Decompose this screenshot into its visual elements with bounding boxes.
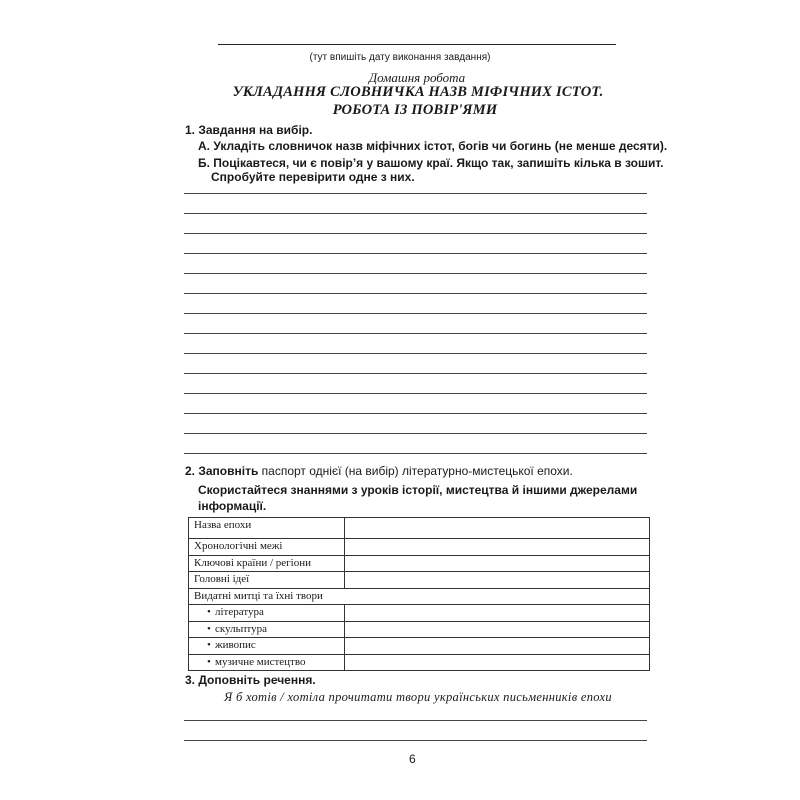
- page-number: 6: [409, 752, 416, 766]
- task3-heading: 3. Доповніть речення.: [185, 673, 316, 687]
- bullet-icon: •: [207, 606, 211, 618]
- row-label: Хронологічні межі: [189, 539, 345, 556]
- row-label: Головні ідеї: [189, 572, 345, 589]
- answer-cell[interactable]: [345, 572, 650, 589]
- sub-row-label: • література: [189, 605, 345, 622]
- answer-line[interactable]: [184, 453, 647, 454]
- task1-option-a: А. Укладіть словничок назв міфічних істот, богів чи богинь (не менше десяти).: [198, 139, 668, 153]
- task1-heading: 1. Завдання на вибір.: [185, 123, 313, 137]
- answer-cell[interactable]: [345, 638, 650, 655]
- sub-row-label: • скульптура: [189, 621, 345, 638]
- table-row: [189, 621, 650, 638]
- answer-line[interactable]: [184, 193, 647, 194]
- answer-line[interactable]: [184, 373, 647, 374]
- answer-line[interactable]: [184, 413, 647, 414]
- task2-instruction-line2: інформації.: [198, 499, 267, 513]
- epoch-passport-table: [188, 517, 650, 671]
- row-label: Ключові країни / регіони: [189, 555, 345, 572]
- sub-row-label: • живопис: [189, 638, 345, 655]
- answer-line[interactable]: [184, 720, 647, 721]
- answer-line[interactable]: [184, 273, 647, 274]
- table-row: [189, 518, 650, 539]
- bullet-icon: •: [207, 655, 211, 668]
- row-label: Назва епохи: [189, 518, 345, 539]
- answer-line[interactable]: [184, 433, 647, 434]
- table-row: [189, 654, 650, 671]
- task2-heading: 2. Заповніть паспорт однієї (на вибір) літературно-мистецької епохи.: [185, 464, 573, 478]
- date-entry-line[interactable]: [218, 44, 616, 45]
- table-row: [189, 638, 650, 655]
- task3-sentence: Я б хотів / хотіла прочитати твори українських письменників епохи: [224, 690, 612, 704]
- answer-line[interactable]: [184, 353, 647, 354]
- answer-cell[interactable]: [345, 518, 650, 539]
- answer-line[interactable]: [184, 253, 647, 254]
- task2-instruction-line1: Скористайтеся знаннями з уроків історії, мистецтва й іншими джерелами: [198, 483, 638, 497]
- bullet-icon: •: [207, 639, 211, 651]
- answer-cell[interactable]: [345, 555, 650, 572]
- answer-line[interactable]: [184, 233, 647, 234]
- page-title-line-2: РОБОТА ІЗ ПОВІР'ЯМИ: [332, 102, 498, 118]
- answer-line[interactable]: [184, 393, 647, 394]
- table-row: [189, 605, 650, 622]
- answer-line[interactable]: [184, 213, 647, 214]
- task1-option-b-line2: Спробуйте перевірити одне з них.: [211, 170, 415, 184]
- answer-cell[interactable]: [345, 654, 650, 671]
- table-row: [189, 588, 650, 605]
- answer-cell[interactable]: [345, 539, 650, 556]
- row-label-spanning: Видатні митці та їхні твори: [189, 588, 650, 605]
- answer-cell[interactable]: [345, 605, 650, 622]
- answer-line[interactable]: [184, 740, 647, 741]
- answer-line[interactable]: [184, 333, 647, 334]
- date-caption: (тут впишіть дату виконання завдання): [309, 52, 491, 63]
- task1-option-b-line1: Б. Поцікавтеся, чи є повір’я у вашому краї. Якщо так, запишіть кілька в зошит.: [198, 156, 664, 170]
- homework-label: Домашня робота: [368, 70, 466, 85]
- sub-row-label: • музичне мистецтво: [189, 654, 345, 671]
- answer-line[interactable]: [184, 313, 647, 314]
- table-row: [189, 555, 650, 572]
- page-title-line-1: УКЛАДАННЯ СЛОВНИЧКА НАЗВ МІФІЧНИХ ІСТОТ.: [232, 84, 604, 100]
- bullet-icon: •: [207, 622, 211, 635]
- answer-line[interactable]: [184, 293, 647, 294]
- answer-cell[interactable]: [345, 621, 650, 638]
- table-row: [189, 539, 650, 556]
- table-row: [189, 572, 650, 589]
